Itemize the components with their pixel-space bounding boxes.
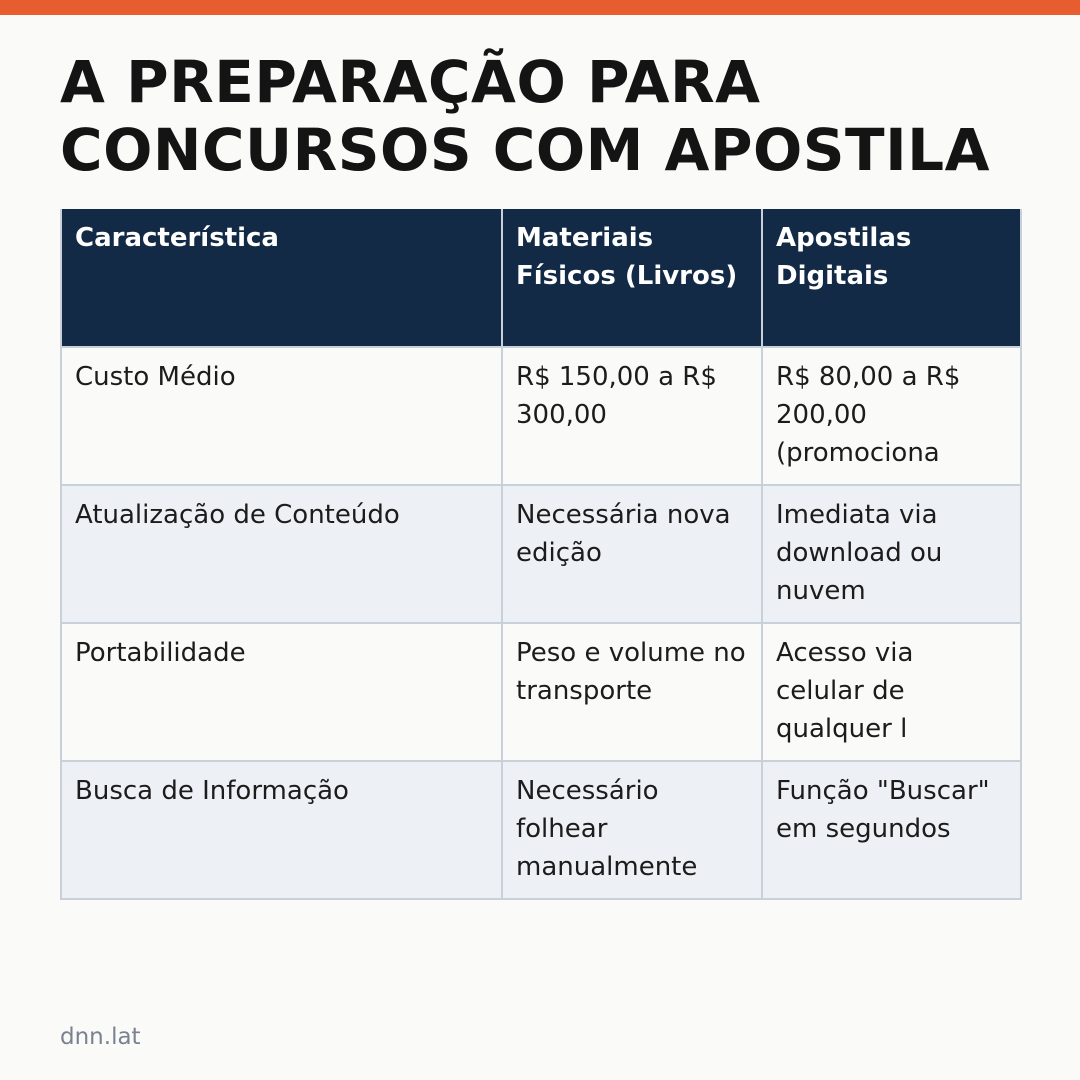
cell-physical: Necessário folhear manualmente (502, 761, 762, 899)
title-line-2: CONCURSOS COM APOSTILA (60, 116, 991, 184)
cell-digital: Acesso via celular de qualquer l (762, 623, 1021, 761)
cell-physical: Peso e volume no transporte (502, 623, 762, 761)
title-line-1: A PREPARAÇÃO PARA (60, 48, 761, 116)
table-row (61, 485, 1021, 623)
table-row (61, 347, 1021, 485)
cell-feature: Custo Médio (61, 347, 502, 485)
top-accent-bar (0, 0, 1080, 15)
cell-digital: Função "Buscar" em segundos (762, 761, 1021, 899)
table-header-row (61, 209, 1021, 347)
cell-feature: Busca de Informação (61, 761, 502, 899)
cell-physical: Necessária nova edição (502, 485, 762, 623)
cell-digital: R$ 80,00 a R$ 200,00 (promociona (762, 347, 1021, 485)
page-title (60, 48, 1020, 184)
header-caracteristica: Característica (61, 209, 502, 347)
cell-physical: R$ 150,00 a R$ 300,00 (502, 347, 762, 485)
comparison-table (60, 209, 1022, 900)
table-row (61, 761, 1021, 899)
cell-feature: Portabilidade (61, 623, 502, 761)
header-materiais-fisicos: Materiais Físicos (Livros) (502, 209, 762, 347)
footer-site-label: dnn.lat (60, 1024, 141, 1050)
cell-digital: Imediata via download ou nuvem (762, 485, 1021, 623)
header-apostilas-digitais: Apostilas Digitais (762, 209, 1021, 347)
table-row (61, 623, 1021, 761)
cell-feature: Atualização de Conteúdo (61, 485, 502, 623)
